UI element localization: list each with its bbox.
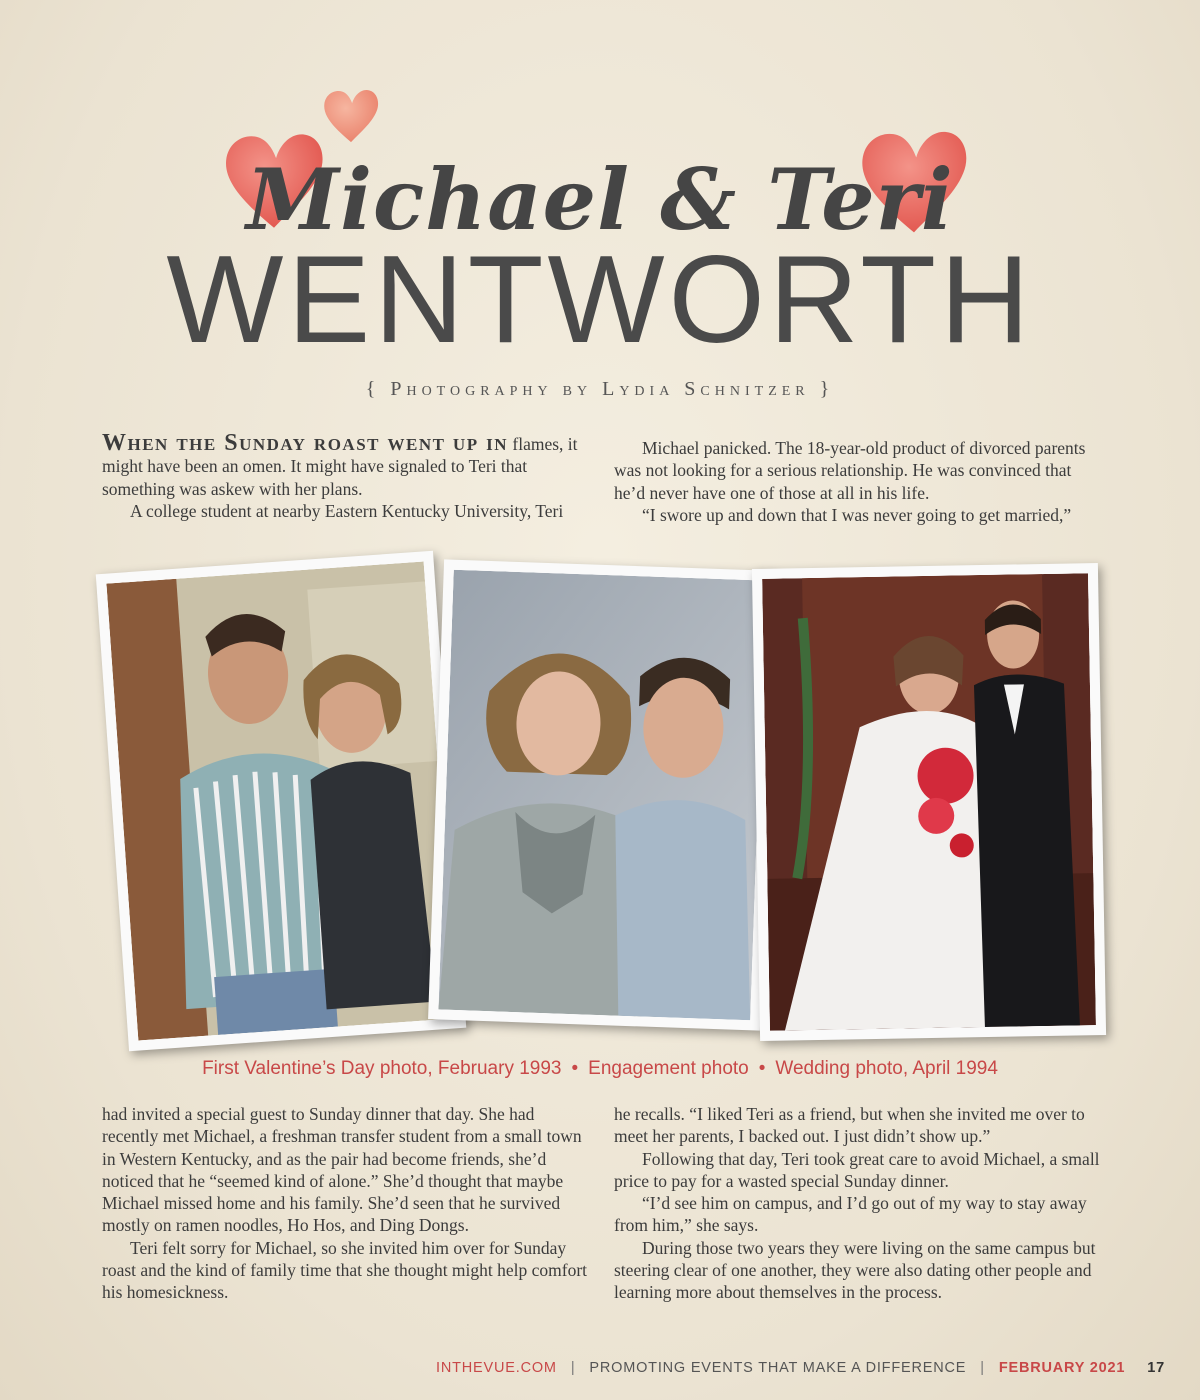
- intro-lead: When the Sunday roast went up in: [102, 430, 508, 456]
- footer-issue-date: FEBRUARY 2021: [998, 1360, 1126, 1376]
- caption-3: Wedding photo, April 1994: [775, 1058, 998, 1079]
- bottom-right-paragraph-3: “I’d see him on campus, and I’d go out of my way to stay away from him,” she says.: [614, 1193, 1087, 1236]
- title-script-names: Michael & Teri: [246, 150, 954, 249]
- intro-paragraph: [102, 432, 590, 500]
- intro-paragraph-2: A college student at nearby Eastern Kentucky University, Teri: [130, 500, 564, 521]
- top-right-paragraph-1: Michael panicked. The 18-year-old product of divorced parents was not looking for a serious relationship. He was convinced that he’d never have one of those at all in his life.: [614, 438, 1086, 503]
- bottom-right-paragraph-2: Following that day, Teri took great care to avoid Michael, a small price to pay for a wasted special Sunday dinner.: [614, 1148, 1100, 1191]
- bottom-left-paragraph-1: had invited a special guest to Sunday dinner that day. She had recently met Michael, a freshman transfer student from a small town in Western Kentucky, and as the pair had become friends, she’d noticed that he “seemed kind of alone.” She’d thought that maybe Michael missed home and his family. She’d seen that he survived mostly on ramen noodles, Ho Hos, and Ding Dongs.: [102, 1104, 582, 1236]
- bottom-left-paragraph-2: Teri felt sorry for Michael, so she invited him over for Sunday roast and the kind of family time that she thought might help comfort his homesickness.: [102, 1237, 588, 1303]
- photo-credit: { Photography by Lydia Schnitzer }: [365, 378, 835, 400]
- title-surname: WENTWORTH: [166, 231, 1034, 369]
- footer-divider: |: [980, 1360, 985, 1376]
- footer-divider: |: [570, 1360, 576, 1376]
- heart-icon: [322, 84, 380, 148]
- intro-column: [102, 432, 590, 522]
- caption-separator: •: [758, 1058, 766, 1079]
- caption-2: Engagement photo: [588, 1058, 749, 1079]
- top-right-column: [614, 437, 1100, 526]
- photo-wedding: [752, 563, 1106, 1041]
- caption-1: First Valentine’s Day photo, February 1993: [202, 1058, 562, 1079]
- photo-engagement: [428, 559, 776, 1030]
- photo-caption: [0, 1058, 1200, 1080]
- top-right-paragraph-2: “I swore up and down that I was never going to get married,”: [642, 504, 1072, 525]
- photo-wedding-image: [762, 573, 1096, 1031]
- bottom-right-column: [614, 1103, 1104, 1304]
- photo-valentines: [96, 551, 467, 1051]
- photo-engagement-image: [438, 570, 765, 1021]
- bottom-right-paragraph-4: During those two years they were living on the same campus but steering clear of one another, they were also dating other people and learning more about themselves in the process.: [614, 1237, 1096, 1303]
- photo-valentines-image: [106, 561, 455, 1040]
- bottom-right-paragraph-1: he recalls. “I liked Teri as a friend, but when she invited me over to meet her parents, I backed out. I just didn’t show up.”: [614, 1104, 1085, 1147]
- intro-text: flames, it might have been an omen. It might have signaled to Teri that something was askew with her plans.: [102, 434, 578, 499]
- footer-site-link[interactable]: INTHEVUE.COM: [436, 1360, 557, 1376]
- page-footer: [436, 1360, 1165, 1376]
- page-number: 17: [1147, 1360, 1165, 1376]
- footer-tagline: PROMOTING EVENTS THAT MAKE A DIFFERENCE: [589, 1360, 967, 1376]
- bottom-left-column: [102, 1103, 590, 1304]
- caption-separator: •: [571, 1058, 579, 1079]
